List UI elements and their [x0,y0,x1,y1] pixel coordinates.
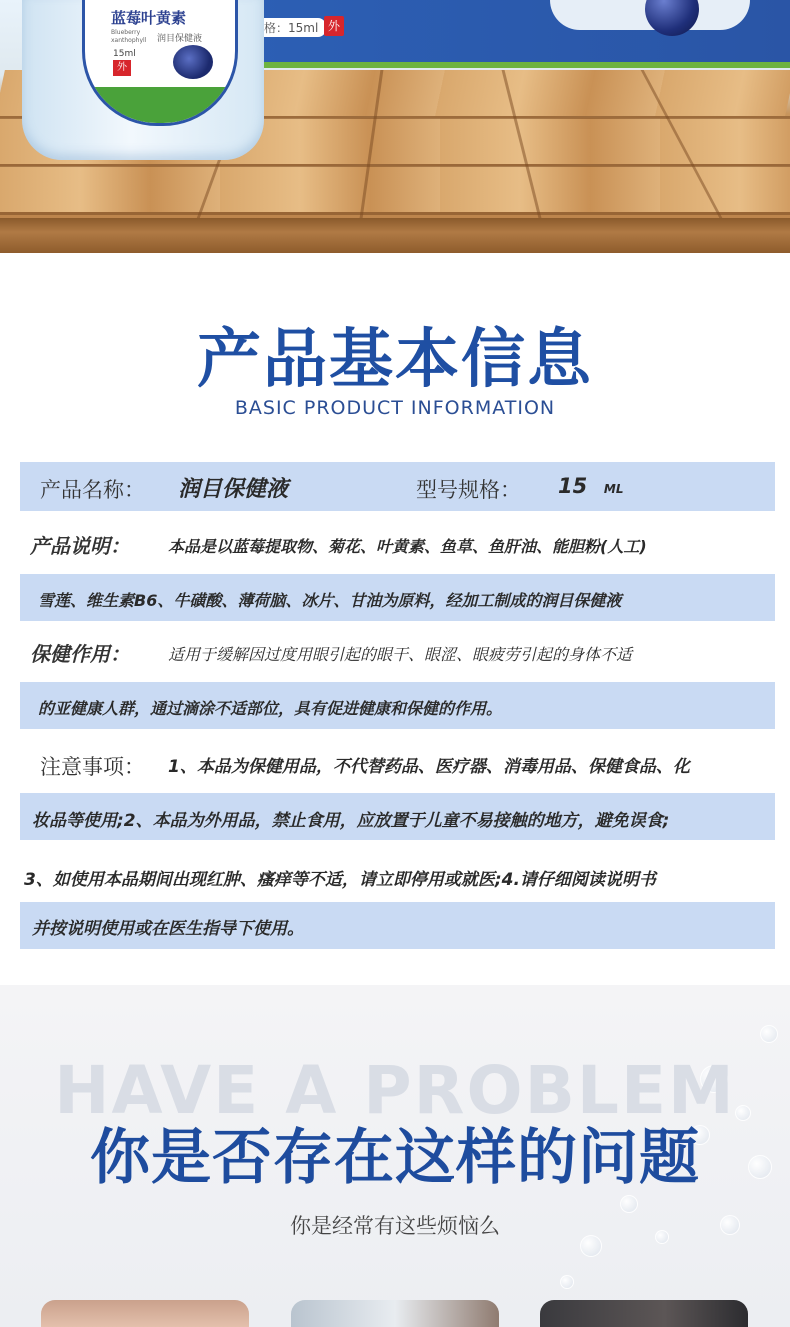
notice-label: 注意事项： [40,755,145,779]
section-subtitle: BASIC PRODUCT INFORMATION [234,397,556,419]
product-bottle [22,0,264,160]
product-spec-label: 型号规格： [416,478,521,502]
label-external-badge: 外 [113,60,131,76]
section-title: 产品基本信息 [197,323,593,397]
problem-subtitle: 你是经常有这些烦恼么 [290,1214,500,1238]
effect-label-row [30,638,130,667]
product-name-label: 产品名称： [40,478,145,502]
plank-seam [0,212,790,215]
notice-line-1-text: 1、本品为保健用品，不代替药品、医疗器、消毒用品、保健食品、化 [168,757,690,777]
box-external-badge: 外 [324,16,344,36]
notice-line-2 [32,806,669,831]
bottle-label [82,0,238,126]
effect-line-2-text: 的亚健康人群，通过滴涂不适部位，具有促进健康和保健的作用。 [38,699,503,718]
wood-plank [0,166,790,212]
water-bubble [560,1275,574,1289]
effect-label: 保健作用： [30,642,130,666]
problem-photo [41,1300,249,1327]
effect-line-1 [168,642,632,665]
label-en-line1: Blueberry [111,29,141,36]
product-name-row [40,474,145,504]
problem-photo [291,1300,499,1327]
product-box [250,0,790,68]
notice-line-1 [168,752,690,777]
box-spec-text: 格：15ml [256,18,326,37]
product-spec-row [416,474,521,504]
background-watermark-text: HAVE A PROBLEM [54,1052,736,1129]
notice-label-row [40,751,145,781]
table-edge [0,218,790,253]
hero-banner [0,0,790,253]
notice-line-4-text: 并按说明使用或在医生指导下使用。 [32,919,304,939]
notice-line-2-text: 妆品等使用;2、本品为外用品，禁止食用，应放置于儿童不易接触的地方，避免误食; [32,811,670,831]
product-name-text: 润目保健液 [178,477,289,502]
label-cn-subtitle: 润目保健液 [157,34,203,44]
label-en-line2: xanthophyll [111,37,147,44]
problem-photo [540,1300,748,1327]
plank-seam [0,164,790,167]
desc-line-1 [168,534,647,557]
product-name-value [178,472,288,503]
notice-line-4 [32,914,304,939]
label-volume: 15ml [113,49,136,59]
desc-line-2-text: 雪莲、维生素B6、牛磺酸、薄荷脑、冰片、甘油为原料，经加工制成的润目保健液 [38,591,622,610]
problem-title: 你是否存在这样的问题 [90,1123,700,1193]
desc-line-1-text: 本品是以蓝莓提取物、菊花、叶黄素、鱼草、鱼肝油、能胆粉(人工) [168,537,647,556]
desc-line-2 [38,588,621,611]
blueberry-icon [173,45,213,79]
effect-line-1-text: 适用于缓解因过度用眼引起的眼干、眼涩、眼疲劳引起的身体不适 [168,645,633,664]
notice-line-3 [24,865,656,890]
label-en-text [111,29,146,45]
effect-line-2 [38,696,502,719]
label-brand-title: 蓝莓叶黄素 [111,9,187,27]
product-spec-value [558,474,624,498]
desc-label: 产品说明： [30,534,130,558]
label-green-wave [82,87,238,123]
product-spec-unit: ML [603,482,624,496]
water-bubble [760,1025,778,1043]
product-spec-number: 15 [558,474,588,498]
notice-line-3-text: 3、如使用本品期间出现红肿、瘙痒等不适，请立即停用或就医;4.请仔细阅读说明书 [24,870,656,890]
desc-label-row [30,530,130,559]
blueberry-icon [645,0,699,36]
